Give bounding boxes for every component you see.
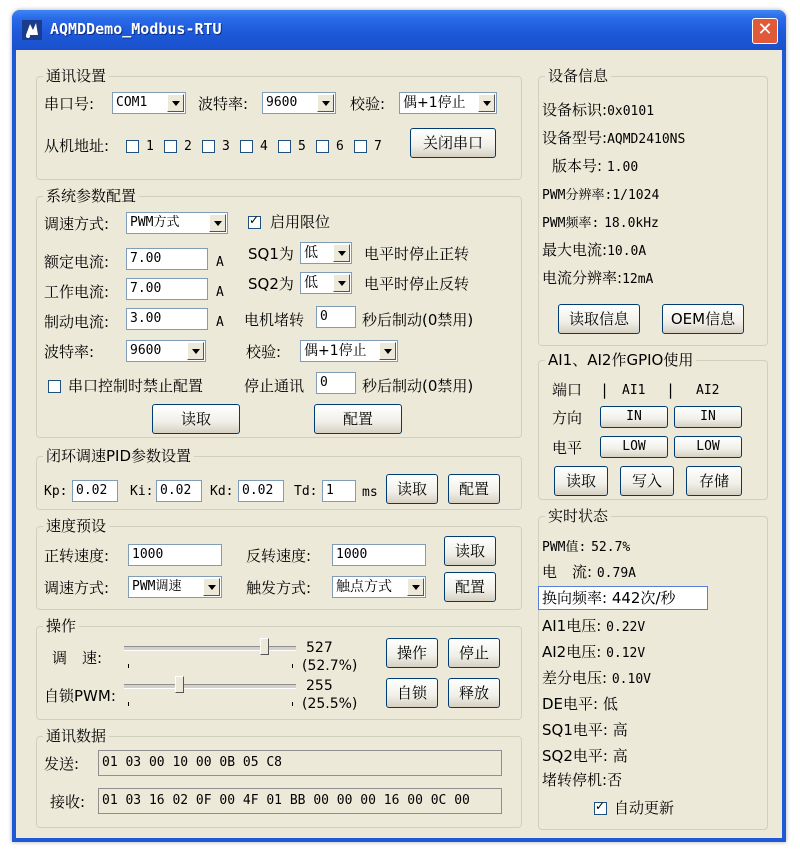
baud-select[interactable] xyxy=(262,92,336,114)
lock-pwm-value: 255 xyxy=(306,678,333,694)
speed-preset-title: 速度预设 xyxy=(43,516,109,536)
preset-read-button[interactable] xyxy=(444,536,496,566)
slave-address-label-5: 5 xyxy=(298,139,306,154)
operate-button-label: 操作 xyxy=(396,644,427,662)
lock-pwm-percent: (25.5%) xyxy=(302,696,358,712)
stop-button-label: 停止 xyxy=(458,644,489,662)
rt-de-label: DE电平: xyxy=(542,695,599,713)
slave-address-checkbox-1[interactable] xyxy=(126,140,139,153)
device-id-value: 0x0101 xyxy=(607,104,655,119)
slave-address-checkbox-5[interactable] xyxy=(278,140,291,153)
baud-select-value: 9600 xyxy=(266,95,298,110)
stall-suffix: 秒后制动(0禁用) xyxy=(362,311,474,329)
rated-current-label: 额定电流: xyxy=(44,253,110,271)
chevron-down-icon[interactable] xyxy=(379,342,396,360)
rt-sq2-value: 高 xyxy=(612,747,628,765)
fwd-speed-label: 正转速度: xyxy=(44,547,110,565)
sys-baud-label: 波特率: xyxy=(44,343,95,361)
rt-pwm-label: PWM值: xyxy=(542,540,587,555)
preset-mode-select-value: PWM调速 xyxy=(132,579,182,594)
client-area xyxy=(16,50,782,838)
ki-value: 0.02 xyxy=(160,483,192,498)
rt-sq2 xyxy=(542,746,628,766)
stop-comm-suffix: 秒后制动(0禁用) xyxy=(362,377,474,395)
rated-current-input[interactable] xyxy=(126,248,208,270)
rt-ai2v-label: AI2电压: xyxy=(542,643,602,661)
rt-pwm xyxy=(542,536,630,558)
auto-update-checkbox[interactable] xyxy=(594,802,607,815)
pid-config-button-label: 配置 xyxy=(458,480,489,498)
chevron-down-icon[interactable] xyxy=(167,94,184,112)
device-version xyxy=(552,156,638,178)
gpio-store-button[interactable] xyxy=(686,466,742,496)
max-current xyxy=(542,240,646,262)
kp-input[interactable] xyxy=(72,480,118,502)
ai1-dir-value: IN xyxy=(626,409,642,424)
speed-mode-select[interactable] xyxy=(126,212,228,234)
work-current-label: 工作电流: xyxy=(44,283,110,301)
chevron-down-icon[interactable] xyxy=(317,94,334,112)
lock-pwm-label: 自锁PWM: xyxy=(44,687,116,705)
speed-slider-tick xyxy=(292,664,293,668)
ai1-level-button[interactable] xyxy=(600,436,668,458)
operation-title: 操作 xyxy=(43,616,79,636)
gpio-read-button-label: 读取 xyxy=(565,472,596,490)
slave-address-label: 从机地址: xyxy=(44,137,110,155)
chevron-down-icon[interactable] xyxy=(333,274,350,292)
gpio-ai1-label: AI1 xyxy=(622,383,646,398)
pwm-resolution-value: 1/1024 xyxy=(612,188,660,203)
slave-address-label-1: 1 xyxy=(146,139,154,154)
rt-ai2v xyxy=(542,642,645,664)
lock-pwm-slider-thumb[interactable] xyxy=(175,676,184,693)
rev-speed-label: 反转速度: xyxy=(246,547,312,565)
ai1-level-value: LOW xyxy=(622,439,646,454)
stop-button[interactable] xyxy=(448,638,500,668)
oem-info-button[interactable] xyxy=(662,304,744,334)
pid-read-button[interactable] xyxy=(386,474,438,504)
gpio-write-button[interactable] xyxy=(620,466,674,496)
slave-address-label-3: 3 xyxy=(222,139,230,154)
pwm-frequency xyxy=(542,212,659,234)
send-value: 01 03 00 10 00 0B 05 C8 xyxy=(102,755,283,770)
sq2-label: SQ2为 xyxy=(248,275,294,293)
speed-value: 527 xyxy=(306,640,333,656)
preset-mode-label: 调速方式: xyxy=(44,579,110,597)
slave-address-checkbox-2[interactable] xyxy=(164,140,177,153)
device-model xyxy=(542,128,685,150)
enable-limit-checkbox[interactable] xyxy=(248,216,261,229)
lock-pwm-slider-track[interactable] xyxy=(124,684,296,689)
rt-pwm-value: 52.7% xyxy=(591,540,631,555)
work-current-unit: A xyxy=(216,285,224,300)
sys-baud-select-value: 9600 xyxy=(130,343,162,358)
sq2-select[interactable] xyxy=(300,272,352,294)
kd-input[interactable] xyxy=(238,480,284,502)
brake-current-unit: A xyxy=(216,315,224,330)
sq1-suffix: 电平时停止正转 xyxy=(364,245,470,263)
slave-address-label-4: 4 xyxy=(260,139,268,154)
speed-slider-track[interactable] xyxy=(124,646,296,651)
pwm-resolution xyxy=(542,184,659,206)
work-current-value: 7.00 xyxy=(130,281,162,296)
port-select[interactable] xyxy=(112,92,186,114)
kd-label: Kd: xyxy=(210,484,234,499)
gpio-read-button[interactable] xyxy=(554,466,608,496)
sq2-select-value: 低 xyxy=(304,275,318,291)
rt-rev-freq-value: 442次/秒 xyxy=(611,589,676,607)
fwd-speed-value: 1000 xyxy=(132,547,164,562)
rt-sq1 xyxy=(542,720,628,740)
gpio-dir-label: 方向 xyxy=(552,409,583,427)
rt-diffv-label: 差分电压: xyxy=(542,669,608,687)
rated-current-value: 7.00 xyxy=(130,251,162,266)
lock-button-label: 自锁 xyxy=(396,684,427,702)
rt-sq1-value: 高 xyxy=(612,721,628,739)
current-resolution xyxy=(542,268,653,290)
window-title: AQMDDemo_Modbus-RTU xyxy=(50,20,222,38)
sys-read-button-label: 读取 xyxy=(180,410,211,428)
rt-current xyxy=(542,562,636,584)
pwm-resolution-label: PWM分辨率: xyxy=(542,188,613,203)
ai2-dir-value: IN xyxy=(700,409,716,424)
kp-label: Kp: xyxy=(44,484,68,499)
rt-sq1-label: SQ1电平: xyxy=(542,721,608,739)
serial-disable-label: 串口控制时禁止配置 xyxy=(68,377,204,395)
app-icon xyxy=(22,20,42,40)
port-select-value: COM1 xyxy=(116,95,148,110)
rt-rev-freq-label: 换向频率: xyxy=(542,589,608,607)
stall-label: 电机堵转 xyxy=(244,311,305,329)
lock-button[interactable] xyxy=(386,678,438,708)
preset-config-button[interactable] xyxy=(444,572,496,602)
sq2-suffix: 电平时停止反转 xyxy=(364,275,470,293)
trigger-select[interactable] xyxy=(332,576,426,598)
gpio-level-label: 电平 xyxy=(552,439,583,457)
app-window xyxy=(12,10,786,842)
device-id-label: 设备标识: xyxy=(542,101,608,119)
stop-comm-input[interactable] xyxy=(316,372,356,394)
max-current-label: 最大电流: xyxy=(542,241,608,259)
gpio-store-button-label: 存储 xyxy=(698,472,729,490)
sys-parity-select[interactable] xyxy=(300,340,398,362)
lock-pwm-slider-tick xyxy=(128,702,129,706)
title-bar[interactable] xyxy=(12,10,786,50)
stall-value: 0 xyxy=(320,309,328,324)
close-button[interactable]: ✕ xyxy=(752,18,778,44)
rev-speed-input[interactable] xyxy=(332,544,426,566)
gpio-divider: | xyxy=(602,381,608,399)
sq1-label: SQ1为 xyxy=(248,245,294,263)
ai2-level-value: LOW xyxy=(696,439,720,454)
pid-title: 闭环调速PID参数设置 xyxy=(43,446,194,466)
comm-data-title: 通讯数据 xyxy=(43,726,109,746)
td-input[interactable] xyxy=(322,480,356,502)
chevron-down-icon[interactable] xyxy=(478,94,495,112)
baud-label: 波特率: xyxy=(198,95,249,113)
pwm-frequency-value: 18.0kHz xyxy=(604,216,659,231)
port-label: 串口号: xyxy=(44,95,95,113)
ki-label: Ki: xyxy=(130,484,154,499)
sys-config-button-label: 配置 xyxy=(342,410,373,428)
rt-de xyxy=(542,694,618,714)
rt-de-value: 低 xyxy=(602,695,618,713)
rt-stall-label: 堵转停机: xyxy=(542,771,608,789)
speed-mode-select-value: PWM方式 xyxy=(130,215,180,230)
preset-read-button-label: 读取 xyxy=(454,542,485,560)
brake-current-input[interactable] xyxy=(126,308,208,330)
send-field[interactable] xyxy=(98,750,502,776)
gpio-write-button-label: 写入 xyxy=(631,472,662,490)
rt-stall-value: 否 xyxy=(607,771,623,789)
chevron-down-icon[interactable] xyxy=(187,342,204,360)
fwd-speed-input[interactable] xyxy=(128,544,222,566)
speed-mode-label: 调速方式: xyxy=(44,215,110,233)
chevron-down-icon[interactable] xyxy=(203,578,220,596)
recv-value: 01 03 16 02 0F 00 4F 01 BB 00 00 00 16 00 0C 00 xyxy=(102,793,470,808)
parity-select-value: 偶+1停止 xyxy=(403,95,466,111)
parity-label: 校验: xyxy=(350,95,386,113)
read-info-button[interactable] xyxy=(558,304,640,334)
preset-mode-select[interactable] xyxy=(128,576,222,598)
device-model-value: AQMD2410NS xyxy=(607,132,686,147)
sys-config-button[interactable] xyxy=(314,404,402,434)
work-current-input[interactable] xyxy=(126,278,208,300)
device-version-label: 版本号: xyxy=(552,157,603,175)
sq1-select-value: 低 xyxy=(304,245,318,261)
speed-percent: (52.7%) xyxy=(302,658,358,674)
ai2-dir-button[interactable] xyxy=(674,406,742,428)
recv-field[interactable] xyxy=(98,788,502,814)
slave-address-checkbox-7[interactable] xyxy=(354,140,367,153)
chevron-down-icon[interactable] xyxy=(333,244,350,262)
release-button[interactable] xyxy=(448,678,500,708)
speed-slider-tick xyxy=(128,664,129,668)
ai1-dir-button[interactable] xyxy=(600,406,668,428)
rt-diffv xyxy=(542,668,651,690)
rt-rev-freq xyxy=(542,588,676,608)
gpio-title: AI1、AI2作GPIO使用 xyxy=(545,350,696,370)
current-resolution-label: 电流分辨率: xyxy=(542,269,623,287)
td-label: Td: xyxy=(294,484,318,499)
comm-settings-title: 通讯设置 xyxy=(43,66,109,86)
slave-address-checkbox-4[interactable] xyxy=(240,140,253,153)
rt-current-label: 电 流: xyxy=(542,563,593,581)
close-port-button[interactable] xyxy=(410,128,496,158)
rt-ai1v xyxy=(542,616,645,638)
slave-address-checkbox-3[interactable] xyxy=(202,140,215,153)
release-button-label: 释放 xyxy=(458,684,489,702)
slave-address-label-6: 6 xyxy=(336,139,344,154)
gpio-port-label: 端口 xyxy=(552,381,583,399)
operate-button[interactable] xyxy=(386,638,438,668)
rt-ai1v-label: AI1电压: xyxy=(542,617,602,635)
td-value: 1 xyxy=(326,483,334,498)
kp-value: 0.02 xyxy=(76,483,108,498)
brake-current-label: 制动电流: xyxy=(44,313,110,331)
sys-parity-label: 校验: xyxy=(246,343,282,361)
sq1-select[interactable] xyxy=(300,242,352,264)
device-model-label: 设备型号: xyxy=(542,129,608,147)
current-resolution-value: 12mA xyxy=(622,272,654,287)
chevron-down-icon[interactable] xyxy=(407,578,424,596)
parity-select[interactable] xyxy=(399,92,497,114)
stop-comm-label: 停止通讯 xyxy=(244,377,305,395)
slave-address-checkbox-6[interactable] xyxy=(316,140,329,153)
pwm-frequency-label: PWM频率: xyxy=(542,216,600,231)
rt-stall xyxy=(542,770,622,790)
rt-sq2-label: SQ2电平: xyxy=(542,747,608,765)
sys-baud-select[interactable] xyxy=(126,340,206,362)
trigger-label: 触发方式: xyxy=(246,579,312,597)
speed-slider-label: 调 速: xyxy=(52,649,103,667)
device-info-title: 设备信息 xyxy=(545,66,611,86)
kd-value: 0.02 xyxy=(242,483,274,498)
rt-ai2v-value: 0.12V xyxy=(606,646,646,661)
chevron-down-icon[interactable] xyxy=(209,214,226,232)
realtime-title: 实时状态 xyxy=(545,506,611,526)
trigger-select-value: 触点方式 xyxy=(336,579,392,595)
auto-update-label: 自动更新 xyxy=(614,799,675,817)
slave-address-label-2: 2 xyxy=(184,139,192,154)
pid-config-button[interactable] xyxy=(448,474,500,504)
speed-slider-thumb[interactable] xyxy=(260,638,269,655)
preset-config-button-label: 配置 xyxy=(454,578,485,596)
ai2-level-button[interactable] xyxy=(674,436,742,458)
td-unit: ms xyxy=(362,485,378,500)
rt-ai1v-value: 0.22V xyxy=(606,620,646,635)
system-params-title: 系统参数配置 xyxy=(43,186,139,206)
read-info-button-label: 读取信息 xyxy=(568,310,629,328)
serial-disable-checkbox[interactable] xyxy=(48,380,61,393)
oem-info-button-label: OEM信息 xyxy=(670,310,736,328)
send-label: 发送: xyxy=(44,755,80,773)
gpio-ai2-label: AI2 xyxy=(696,383,720,398)
gpio-divider: | xyxy=(668,381,674,399)
sys-read-button[interactable] xyxy=(152,404,240,434)
device-id xyxy=(542,100,654,122)
device-version-value: 1.00 xyxy=(606,160,639,175)
rt-current-value: 0.79A xyxy=(596,566,636,581)
slave-address-label-7: 7 xyxy=(374,139,382,154)
stall-input[interactable] xyxy=(316,306,356,328)
ki-input[interactable] xyxy=(156,480,202,502)
max-current-value: 10.0A xyxy=(607,244,647,259)
enable-limit-label: 启用限位 xyxy=(270,213,331,231)
sys-parity-select-value: 偶+1停止 xyxy=(304,343,367,359)
brake-current-value: 3.00 xyxy=(130,311,162,326)
lock-pwm-slider-tick xyxy=(292,702,293,706)
stop-comm-value: 0 xyxy=(320,375,328,390)
rt-diffv-value: 0.10V xyxy=(611,672,651,687)
close-port-button-label: 关闭串口 xyxy=(422,134,483,152)
pid-read-button-label: 读取 xyxy=(396,480,427,498)
rev-speed-value: 1000 xyxy=(336,547,368,562)
rated-current-unit: A xyxy=(216,255,224,270)
recv-label: 接收: xyxy=(50,793,86,811)
